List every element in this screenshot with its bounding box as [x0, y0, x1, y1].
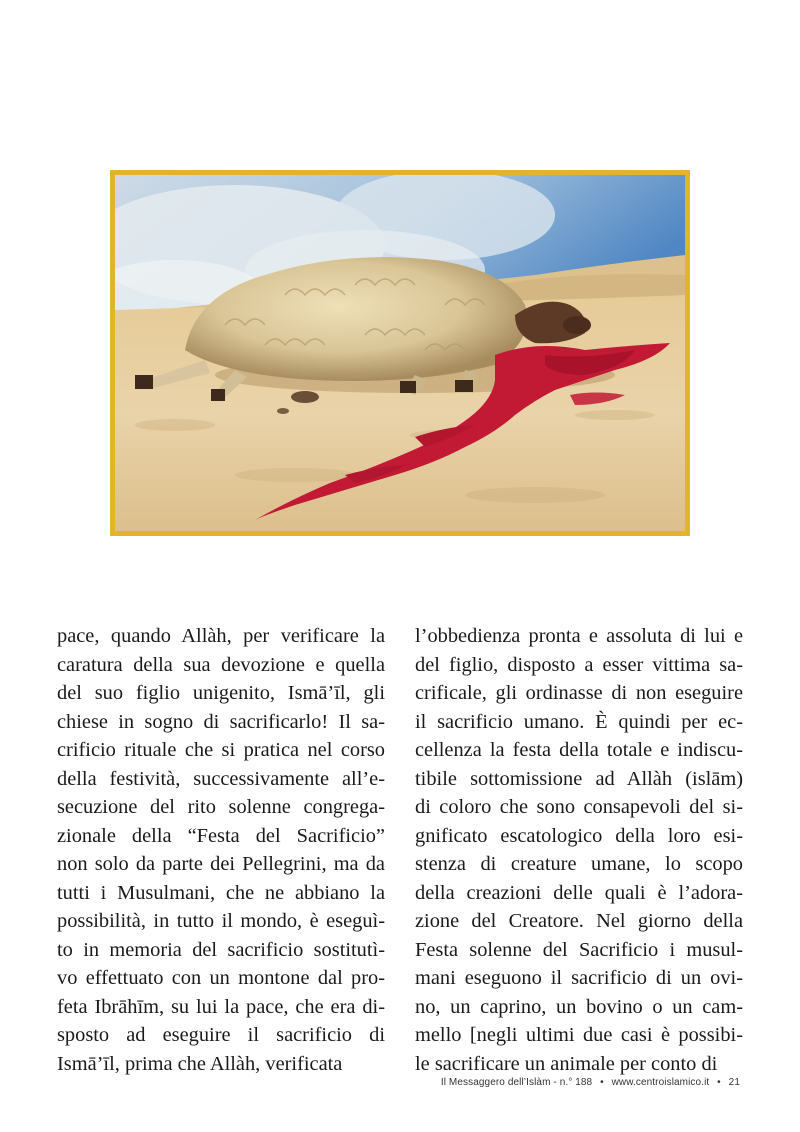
separator: •	[600, 1077, 604, 1088]
text-line: pace, quando Allàh, per verificare la	[57, 625, 385, 647]
page-number: 21	[728, 1077, 740, 1088]
text-line: to in memoria del sacrificio sostitutì-	[57, 938, 385, 961]
text-line: feta Ibrāhīm, su lui la pace, che era di-	[57, 995, 385, 1018]
article-column-right	[415, 622, 743, 1078]
text-line: tibile sottomissione ad Allàh (islām)	[415, 767, 743, 790]
text-line: caratura della sua devozione e quella	[57, 653, 385, 676]
text-line: zionale della “Festa del Sacrificio”	[57, 824, 385, 847]
article-photo	[110, 170, 690, 536]
text-line: del figlio, disposto a esser vittima sa-	[415, 653, 743, 676]
text-line: crificale, gli ordinasse di non eseguire	[415, 682, 743, 704]
text-line: possibilità, in tutto il mondo, è eseguì-	[57, 910, 385, 932]
text-line: cellenza la festa della totale e indiscu-	[415, 739, 743, 761]
text-line: della festività, successivamente all’e-	[57, 767, 385, 790]
text-line: della creazioni delle quali è l’adora-	[415, 881, 743, 904]
text-line: mello [negli ultimi due casi è possibi-	[415, 1024, 743, 1046]
text-line: crificio rituale che si pratica nel corso	[57, 739, 385, 761]
text-line: no, un caprino, un bovino o un cam-	[415, 995, 743, 1018]
text-line: le sacrificare un animale per conto di	[415, 1052, 718, 1075]
text-line: di coloro che sono consapevoli del si-	[415, 796, 743, 818]
text-line: vo effettuato con un montone dal pro-	[57, 967, 385, 989]
text-line: stenza di creature umane, lo scopo	[415, 853, 743, 875]
separator: •	[717, 1077, 721, 1088]
website-link[interactable]: www.centroislamico.it	[611, 1077, 710, 1088]
publication-name: Il Messaggero dell’Islàm - n.° 188	[440, 1077, 593, 1088]
text-line: tutti i Musulmani, che ne abbiano la	[57, 881, 385, 904]
text-line: sposto ad eseguire il sacrificio di	[57, 1024, 385, 1046]
text-line: Ismā’īl, prima che Allàh, verificata	[57, 1052, 343, 1075]
text-line: gnificato escatologico della loro esi-	[415, 824, 743, 847]
text-line: del suo figlio unigenito, Ismā’īl, gli	[57, 682, 385, 704]
text-line: il sacrificio umano. È quindi per ec-	[415, 710, 743, 733]
text-line: mani eseguono il sacrificio di un ovi-	[415, 967, 743, 989]
text-line: Festa solenne del Sacrificio i musul-	[415, 938, 743, 961]
text-line: chiese in sogno di sacrificarlo! Il sa-	[57, 710, 385, 733]
text-line: zione del Creatore. Nel giorno della	[415, 910, 743, 932]
page-footer	[441, 1077, 740, 1088]
text-line: l’obbedienza pronta e assoluta di lui e	[415, 625, 743, 647]
text-line: non solo da parte dei Pellegrini, ma da	[57, 853, 385, 875]
text-line: secuzione del rito solenne congrega-	[57, 796, 385, 818]
article-column-left	[57, 622, 385, 1078]
sacrificed-sheep-in-desert-photo	[115, 175, 685, 531]
